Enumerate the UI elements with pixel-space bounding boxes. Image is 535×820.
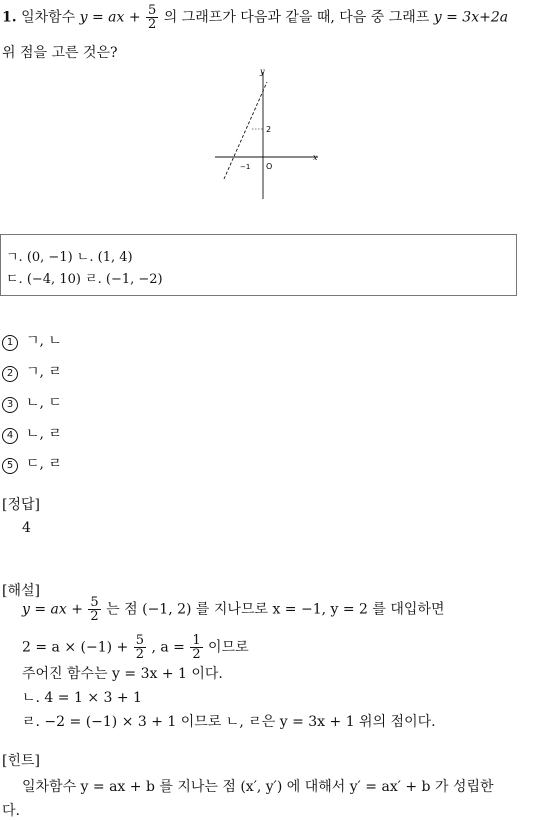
choice-3-mark: 3 [2, 397, 18, 413]
question-func: y = ax + [79, 9, 146, 26]
answer-label: [정답] [2, 497, 40, 513]
question-func2: y = 3x+2a [433, 9, 509, 26]
line-graph [210, 64, 325, 202]
question-line-2: 위 점을 고른 것은? [2, 45, 118, 61]
choice-1-mark: 1 [2, 335, 18, 351]
explanation-line-5: ㄹ. −2 = (−1) × 3 + 1 이므로 ㄴ, ㄹ은 y = 3x + 1 위의 점이다. [22, 714, 436, 730]
explanation-l2-c: 이므로 [203, 639, 249, 656]
explanation-l2-frac2-den: 2 [192, 647, 201, 662]
explanation-l1-rest: 는 점 (−1, 2) 를 지나므로 x = −1, y = 2 를 대입하면 [101, 601, 445, 618]
explanation-l2-a: 2 = a × (−1) + [22, 639, 133, 656]
explanation-l2-b: , a = [147, 639, 190, 656]
hint-line-2: 다. [2, 803, 20, 819]
choice-5-mark: 5 [2, 458, 18, 474]
explanation-l1-frac-num: 5 [90, 595, 99, 610]
choice-5[interactable] [2, 453, 62, 474]
explanation-l1-func: y = ax + [22, 601, 88, 618]
y-axis-label: y [260, 67, 265, 76]
explanation-l2-fraction-1 [134, 634, 146, 661]
choice-1-text: ㄱ, ㄴ [26, 333, 62, 349]
choice-1[interactable] [2, 330, 62, 351]
choice-4[interactable] [2, 423, 62, 444]
explanation-l2-fraction-2 [190, 634, 202, 661]
explanation-l2-frac2-num: 1 [192, 633, 201, 648]
explanation-line-1 [22, 596, 444, 623]
question-line-1 [2, 4, 508, 31]
explanation-line-3: 주어진 함수는 y = 3x + 1 이다. [22, 666, 223, 682]
hint-line-1: 일차함수 y = ax + b 를 지나는 점 (x′, y′) 에 대해서 y′ = ax′ + b 가 성립한 [22, 779, 494, 795]
question-frac-den: 2 [148, 17, 157, 32]
box-line-1: ㄱ. (0, −1) ㄴ. (1, 4) [6, 250, 133, 265]
x-tick-label: −1 [240, 163, 251, 171]
choice-2-text: ㄱ, ㄹ [26, 364, 62, 380]
question-text-b: 의 그래프가 다음과 같을 때, 다음 중 그래프 [159, 9, 434, 26]
x-axis-label: x [313, 153, 318, 162]
explanation-l1-fraction [88, 596, 100, 623]
choice-3[interactable] [2, 392, 62, 413]
origin-label: O [266, 162, 273, 171]
choice-4-mark: 4 [2, 428, 18, 444]
explanation-l2-frac1-den: 2 [135, 647, 144, 662]
explanation-line-2 [22, 634, 249, 661]
choice-5-text: ㄷ, ㄹ [26, 456, 62, 472]
explanation-label: [해설] [2, 583, 40, 599]
question-number: 1. [2, 9, 17, 26]
choice-3-text: ㄴ, ㄷ [26, 395, 62, 411]
explanation-l1-frac-den: 2 [90, 609, 99, 624]
question-fraction [146, 4, 158, 31]
question-text-a: 일차함수 [21, 9, 80, 26]
y-tick-label: 2 [266, 125, 272, 134]
choice-4-text: ㄴ, ㄹ [26, 426, 62, 442]
question-frac-num: 5 [148, 3, 157, 18]
hint-label: [힌트] [2, 753, 40, 769]
choice-2[interactable] [2, 361, 62, 382]
explanation-line-4: ㄴ. 4 = 1 × 3 + 1 [22, 690, 142, 706]
choice-2-mark: 2 [2, 366, 18, 382]
box-line-2: ㄷ. (−4, 10) ㄹ. (−1, −2) [6, 272, 163, 287]
explanation-l2-frac1-num: 5 [135, 633, 144, 648]
answer-value: 4 [22, 520, 31, 536]
